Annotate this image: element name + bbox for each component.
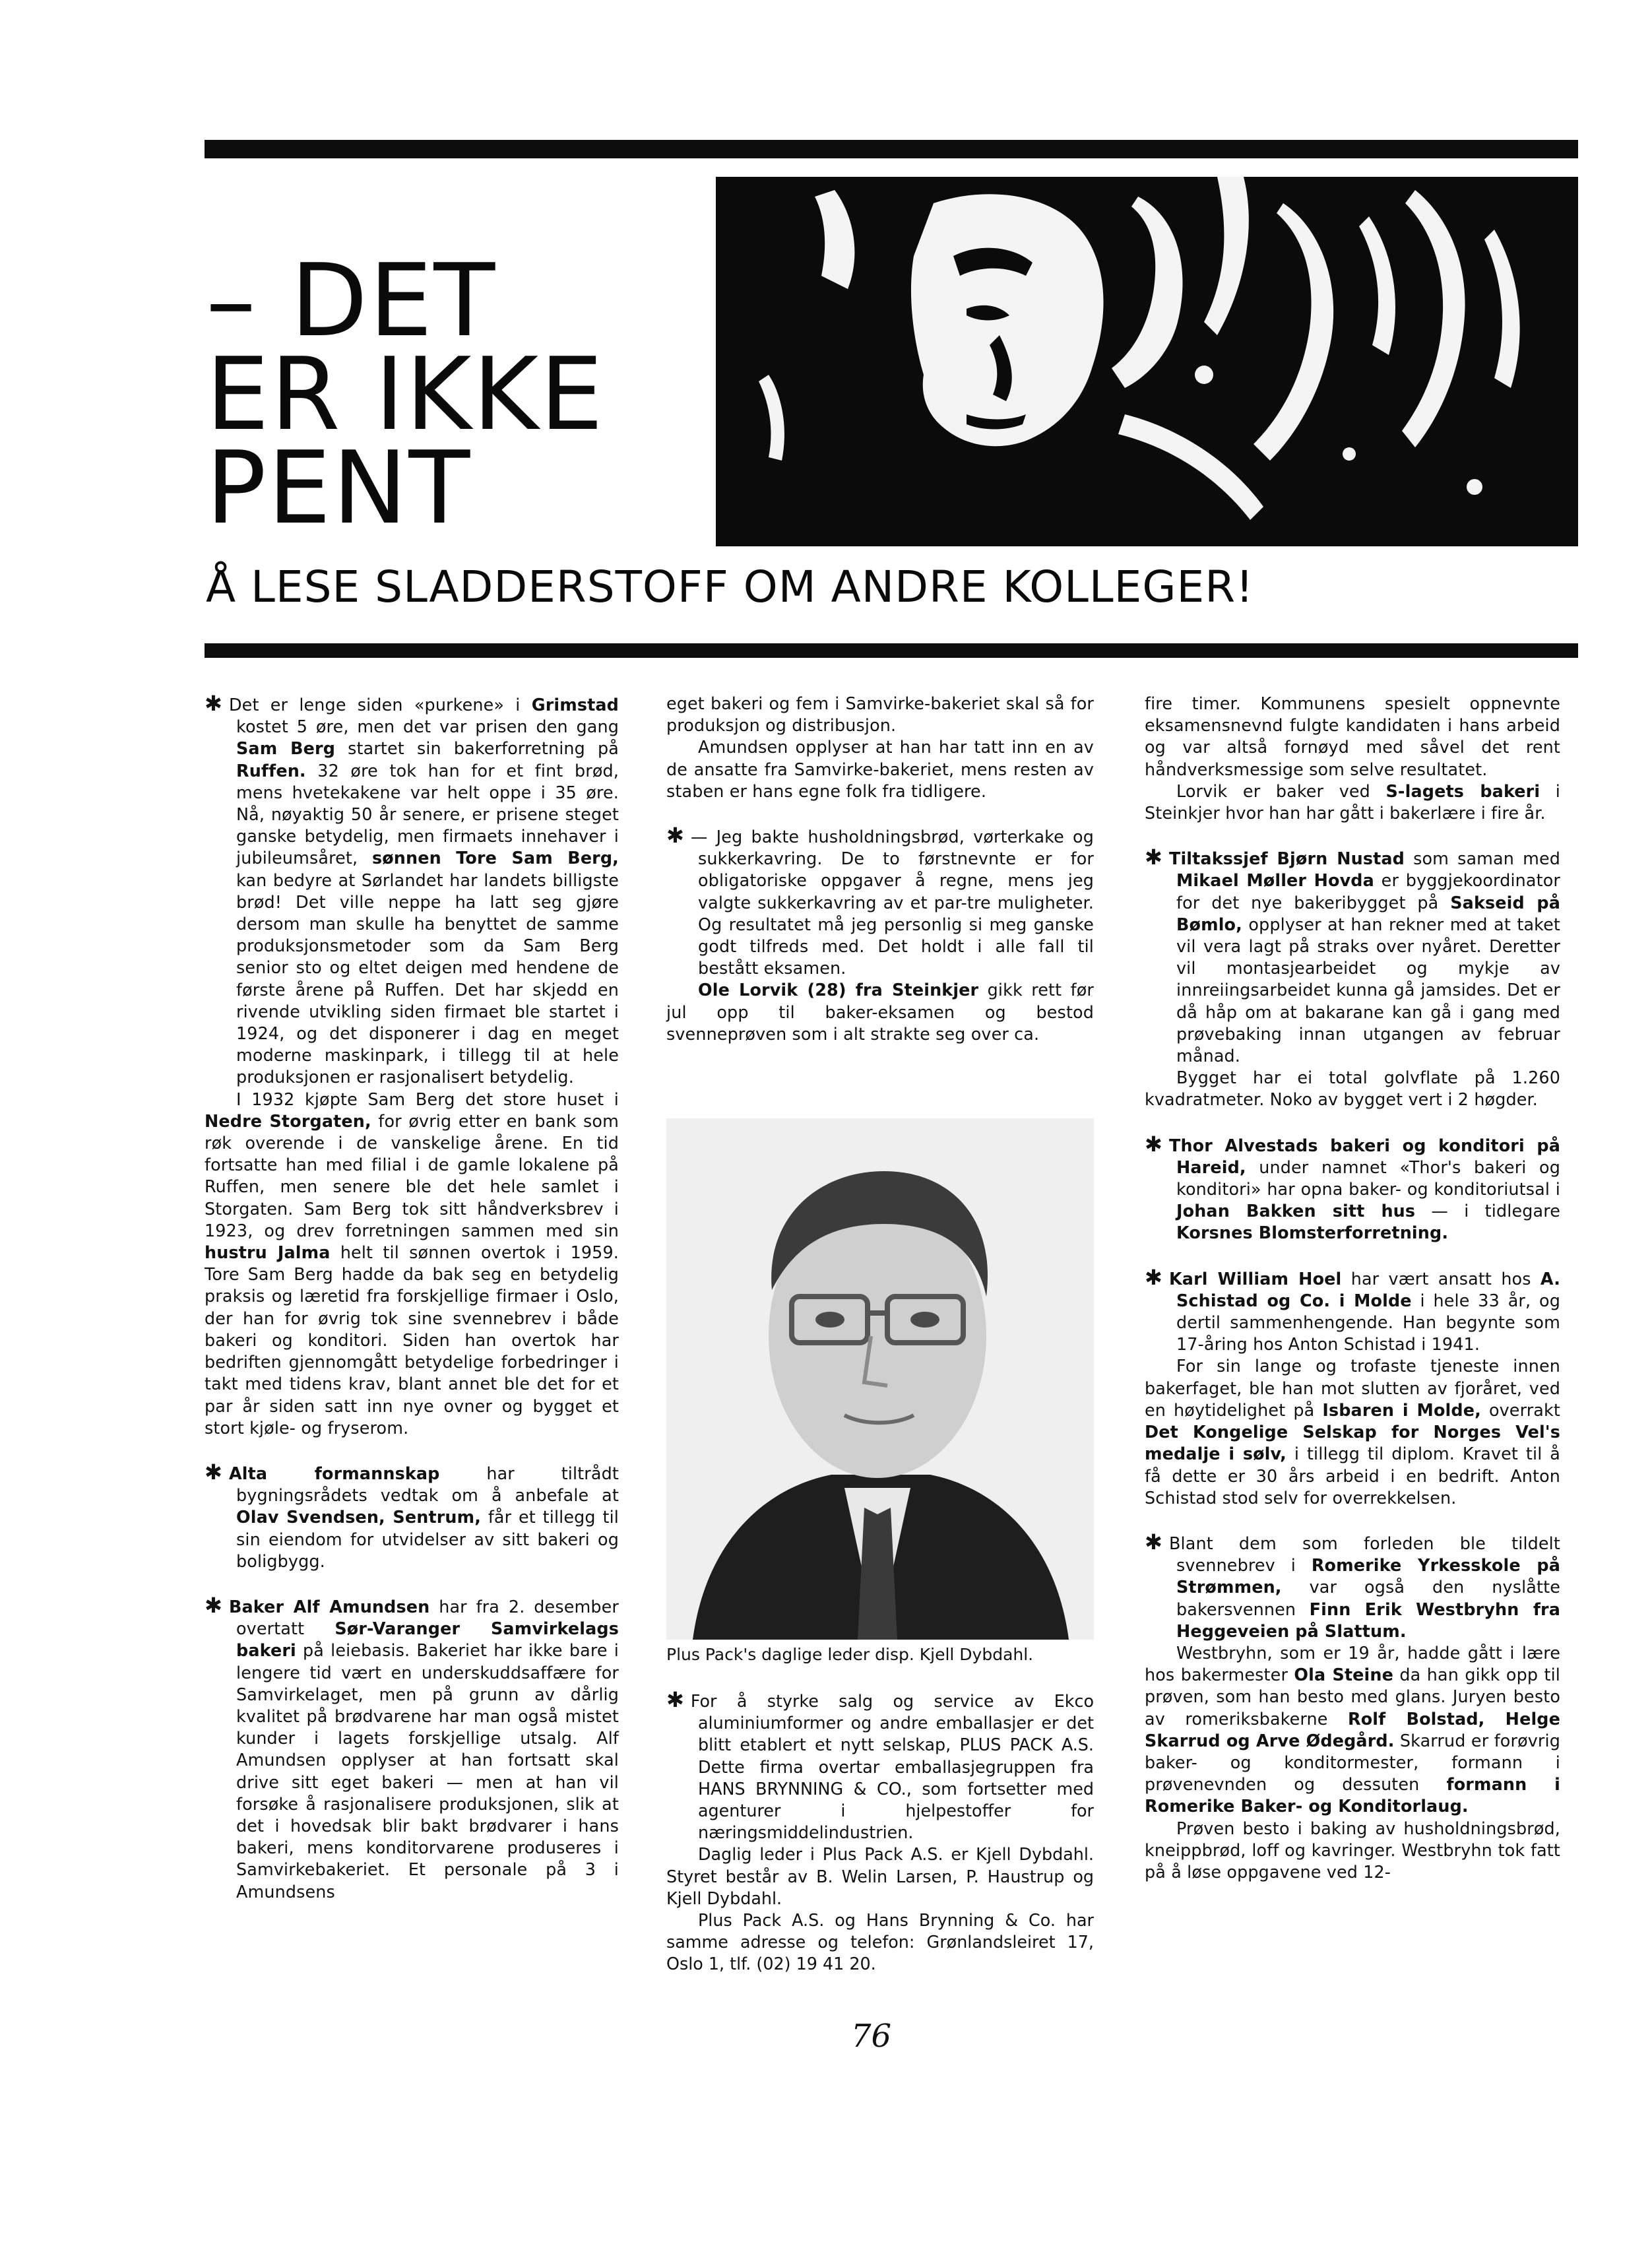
news-item-hoel: ✱ Karl William Hoel har vært ansatt hos A. Schistad og Co. i Molde i hele 33 år, og dertil sammenhengende. Han begynte som 17-åring hos Anton Schistad i 1941. [1145,1264,1560,1355]
news-item-bomlo: ✱ Tiltakssjef Bjørn Nustad som saman med Mikael Møller Hovda er byggjekoordinator for det nye bakeribygget på Sakseid på Bømlo, opplyser at han rekner med at taket vil vera lagt på straks over nyåret. Deretter vil montasjearbeidet og mykje av innreiingsarbeidet kunna gå jamsides. Det er då håp om at bakarane kan gå i gang med prøvebaking innan utgangen av februar månad. [1145,845,1561,1066]
news-item-lorvik-quote: ✱ — Jeg bakte husholdningsbrød, vørterkake og sukkerkavring. De to førstnevnte er for obligatoriske oppgaver å regne, mens jeg valgte sukkerkavring av et par-tre muligheter. Og resultatet må jeg personlig si meg ganske godt tilfreds med. Det holdt i alle fall til bestått eksamen. [666,823,1094,979]
news-item-grimstad: ✱ Det er lenge siden «purkene» i Grimstad kostet 5 øre, men det var prisen den gang Sam Berg startet sin bakerforretning på Ruffen. 32 øre tok han for et fint brød, mens hvetekakene var helt oppe i 35 øre. Nå, nøyaktig 50 år senere, er prisene steget ganske betydelig, men firmaets innehaver i jubileumsåret, sønnen Tore Sam Berg, kan bedyre at Sørlandet har landets billigste brød! Det ville neppe ha latt seg gjøre dersom man skulle ha benyttet de samme produksjonsmetoder som da Sam Berg senior sto og eltet deigen med hendene de første årene på Ruffen. Det har skjedd en rivende utvikling siden firmaet ble startet i 1924, og det disponerer i dag en meget moderne maskinpark, i tillegg til at hele produksjonen er rasjonalisert betydelig. [205,691,619,1087]
star-bullet-icon: ✱ [1145,1529,1162,1555]
paragraph-westbryhn-test: Prøven besto i baking av husholdningsbrød, kneippbrød, loff og kavringer. Westbryhn tok fatt på å løse oppgavene ved 12- [1145,1818,1560,1882]
hero-illustration [716,177,1578,546]
paragraph-lorvik: Ole Lorvik (28) fra Steinkjer gikk rett før jul opp til baker-eksamen og bestod svenneprøven som i alt strakte seg over ca. [666,980,1094,1044]
paragraph-continued: eget bakeri og fem i Samvirke-bakeriet skal så for produksjon og distribusjon. [666,693,1094,736]
paragraph-plus-pack-leader: Daglig leder i Plus Pack A.S. er Kjell Dybdahl. Styret består av B. Welin Larsen, P. Haustrup og Kjell Dybdahl. [666,1844,1094,1908]
headline-line-2: ER IKKE [206,336,605,453]
paragraph-plus-pack-address: Plus Pack A.S. og Hans Brynning & Co. har samme adresse og telefon: Grønlandsleiret 17, Oslo 1, tlf. (02) 19 41 20. [666,1910,1094,1974]
portrait-photo [666,1118,1094,1640]
news-item-westbryhn: ✱ Blant dem som forleden ble tildelt svennebrev i Romerike Yrkesskole på Strømmen, var også den nyslåtte bakersvennen Finn Erik Westbryhn fra Heggeveien på Slattum. [1145,1529,1560,1641]
paragraph-amundsen-staff: Amundsen opplyser at han har tatt inn en av de ansatte fra Samvirke-bakeriet, mens resten av staben er hans egne folk fra tidligere. [666,737,1094,801]
portrait-photo-graphic [666,1118,1094,1640]
paragraph-hoel-medal: For sin lange og trofaste tjeneste innen bakerfaget, ble han mot slutten av fjoråret, ved en høytidelighet på Isbaren i Molde, overrakt Det Kongelige Selskap for Norges Vel's medalje i sølv, i tillegg til diplom. Kravet til å få dette er 30 års arbeid i en bedrift. Anton Schistad stod selv for overrekkelsen. [1145,1356,1560,1508]
column-1 [205,693,619,1903]
headline-line-3: PENT [206,430,472,546]
column-2-lower [666,1689,1094,1975]
paragraph-lorvik-steinkjer: Lorvik er baker ved S-lagets bakeri i Steinkjer hvor han har gått i bakerlære i fire år. [1145,781,1560,823]
news-item-amundsen: ✱ Baker Alf Amundsen har fra 2. desember overtatt Sør-Varanger Samvirkelags bakeri på leiebasis. Bakeriet har ikke bare i lengere tid vært en underskuddsaffære for Samvirkelaget, men på grunn av dårlig kvalitet på brødvarene har man også mistet kunder i lagets forskjellige utsalg. Alf Amundsen opplyser at han fortsatt skal drive sitt eget bakeri — men at han vil forsøke å rasjonalisere produksjonen, slik at det i hovedsak blir bakt brødvarer i hans bakeri, mens konditorvarene produseres i Samvirkebakeriet. Et personale på 3 i Amundsens [205,1592,619,1902]
page-number: 76 [851,2018,892,2055]
hero-illustration-graphic [716,177,1578,546]
headline [206,242,605,546]
paragraph-storgaten: I 1932 kjøpte Sam Berg det store huset i Nedre Storgaten, for øvrig etter en bank som røk overende i de vanskelige årene. En tid fortsatte han med filial i de gamle lokalene på Ruffen, men senere ble det hele samlet i Storgaten. Sam Berg tok sitt håndverksbrev i 1923, og drev forretningen sammen med sin hustru Jalma helt til sønnen overtok i 1959. Tore Sam Berg hadde da bak seg en betydelig praksis og læretid fra forskjellige firmaer i Oslo, der han for øvrig tok sine svennebrev i både bakeri og konditori. Siden han overtok har bedriften gjennomgått betydelige forbedringer i takt med tidens krav, blant annet ble det for et par år siden satt inn nye ovner og bygget et stort kjøle- og fryserom. [205,1089,620,1438]
paragraph-continued-lorvik: fire timer. Kommunens spesielt oppnevnte eksamensnevnd fulgte kandidaten i hans arbeid og var altså fornøyd med såvel det rent håndverksmessige som selve resultatet. [1145,693,1560,779]
star-bullet-icon: ✱ [1145,1264,1162,1290]
news-item-alta: ✱ Alta formannskap har tiltrådt bygningsrådets vedtak om å anbefale at Olav Svendsen, Sentrum, får et tillegg til sin eiendom for utvidelser av sitt bakeri og boligbygg. [205,1459,619,1571]
column-2 [666,693,1094,1045]
subtitle: Å LESE SLADDERSTOFF OM ANDRE KOLLEGER! [206,562,1254,612]
star-bullet-icon: ✱ [666,1687,684,1712]
news-item-plus-pack: ✱ For å styrke salg og service av Ekco aluminiumformer og andre emballasjer er det blitt etablert et nytt selskap, PLUS PACK A.S. Dette firma overtar emballasjegruppen fra HANS BRYNNING & CO., som fortsetter med agenturer i hjelpestoffer for næringsmiddelindustrien. [666,1687,1094,1843]
top-rule [205,140,1578,158]
star-bullet-icon: ✱ [205,1459,222,1485]
headline-line-1: – DET [206,242,497,359]
star-bullet-icon: ✱ [205,1592,222,1618]
paragraph-bomlo-area: Bygget har ei total golvflate på 1.260 kvadratmeter. Noko av bygget vert i 2 høgder. [1145,1068,1560,1110]
column-3 [1145,693,1560,1883]
star-bullet-icon: ✱ [205,691,222,716]
star-bullet-icon: ✱ [1145,845,1162,870]
paragraph-westbryhn-jury: Westbryhn, som er 19 år, hadde gått i lære hos bakermester Ola Steine da han gikk opp til prøven, som han besto med glans. Juryen besto av romeriksbakerne Rolf Bolstad, Helge Skarrud og Arve Ødegård. Skarrud er forøvrig baker- og konditormester, formann i prøvenevnden og dessuten formann i Romerike Baker- og Konditorlaug. [1145,1642,1561,1816]
bottom-rule [205,643,1578,658]
star-bullet-icon: ✱ [666,823,684,849]
photo-caption: Plus Pack's daglige leder disp. Kjell Dybdahl. [666,1645,1034,1664]
star-bullet-icon: ✱ [1145,1131,1162,1157]
news-item-hareid: ✱ Thor Alvestads bakeri og konditori på Hareid, under namnet «Thor's bakeri og konditori» har opna baker- og konditoriutsal i Johan Bakken sitt hus — i tidlegare Korsnes Blomsterforretning. [1145,1131,1560,1243]
